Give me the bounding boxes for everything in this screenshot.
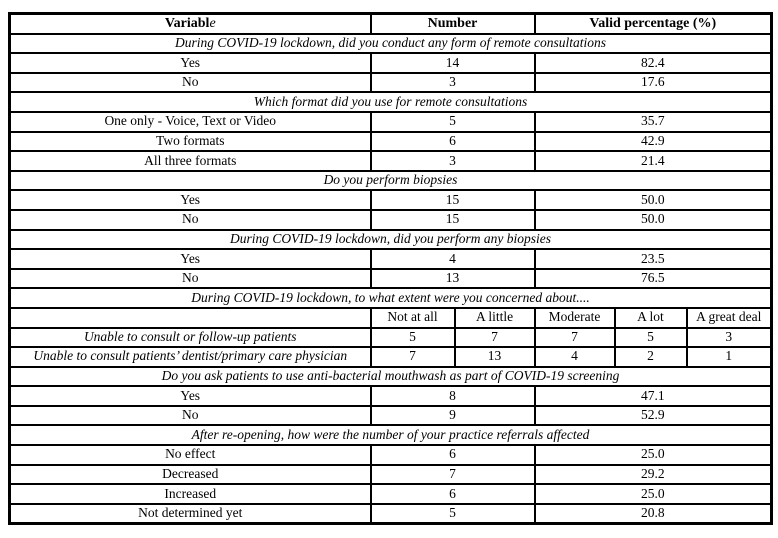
- data-row: [10, 445, 772, 465]
- number-cell: 14: [371, 53, 535, 73]
- variable-cell: No: [10, 73, 371, 93]
- table-body: [10, 34, 772, 524]
- likert-empty-header-cell: [10, 308, 371, 328]
- section-title-row: [10, 425, 772, 445]
- number-cell: 8: [371, 386, 535, 406]
- section-title-cell: During COVID-19 lockdown, did you perform any biopsies: [10, 230, 772, 250]
- variable-cell: Two formats: [10, 132, 371, 152]
- number-cell: 15: [371, 190, 535, 210]
- likert-data-row: [10, 328, 772, 348]
- likert-scale-header-cell: A great deal: [687, 308, 772, 328]
- likert-value-cell: 7: [535, 328, 615, 348]
- likert-value-cell: 13: [455, 347, 535, 367]
- header-row: [10, 14, 772, 34]
- likert-scale-header-cell: Not at all: [371, 308, 455, 328]
- number-cell: 3: [371, 151, 535, 171]
- likert-value-cell: 4: [535, 347, 615, 367]
- percent-cell: 35.7: [535, 112, 772, 132]
- percent-cell: 29.2: [535, 465, 772, 485]
- column-header-valid-percentage: Valid percentage (%): [535, 14, 772, 34]
- section-title-cell: Do you perform biopsies: [10, 171, 772, 191]
- results-table-container: [8, 12, 773, 525]
- percent-cell: 25.0: [535, 484, 772, 504]
- likert-value-cell: 2: [615, 347, 687, 367]
- percent-cell: 20.8: [535, 504, 772, 524]
- number-cell: 4: [371, 249, 535, 269]
- percent-cell: 17.6: [535, 73, 772, 93]
- likert-value-cell: 7: [455, 328, 535, 348]
- likert-value-cell: 7: [371, 347, 455, 367]
- likert-row-label-cell: Unable to consult or follow-up patients: [10, 328, 371, 348]
- section-title-row: [10, 230, 772, 250]
- variable-cell: Decreased: [10, 465, 371, 485]
- number-cell: 6: [371, 132, 535, 152]
- data-row: [10, 53, 772, 73]
- variable-cell: No effect: [10, 445, 371, 465]
- section-title-cell: During COVID-19 lockdown, to what extent were you concerned about....: [10, 288, 772, 308]
- variable-cell: Not determined yet: [10, 504, 371, 524]
- likert-data-row: [10, 347, 772, 367]
- variable-cell: No: [10, 406, 371, 426]
- percent-cell: 47.1: [535, 386, 772, 406]
- variable-cell: Yes: [10, 190, 371, 210]
- data-row: [10, 73, 772, 93]
- data-row: [10, 210, 772, 230]
- likert-value-cell: 3: [687, 328, 772, 348]
- variable-cell: Yes: [10, 53, 371, 73]
- data-row: [10, 406, 772, 426]
- percent-cell: 50.0: [535, 190, 772, 210]
- column-header-variable: [10, 14, 371, 34]
- number-cell: 3: [371, 73, 535, 93]
- section-title-row: [10, 92, 772, 112]
- variable-cell: No: [10, 210, 371, 230]
- percent-cell: 42.9: [535, 132, 772, 152]
- variable-header-text: Variabl: [164, 16, 210, 32]
- likert-scale-header-cell: A little: [455, 308, 535, 328]
- data-row: [10, 504, 772, 524]
- variable-cell: No: [10, 269, 371, 289]
- number-cell: 5: [371, 504, 535, 524]
- section-title-row: [10, 288, 772, 308]
- data-row: [10, 112, 772, 132]
- survey-results-table: [8, 12, 773, 525]
- number-cell: 15: [371, 210, 535, 230]
- number-cell: 5: [371, 112, 535, 132]
- percent-cell: 76.5: [535, 269, 772, 289]
- number-cell: 6: [371, 484, 535, 504]
- likert-value-cell: 1: [687, 347, 772, 367]
- percent-cell: 23.5: [535, 249, 772, 269]
- variable-cell: Yes: [10, 249, 371, 269]
- section-title-cell: Do you ask patients to use anti-bacterial mouthwash as part of COVID-19 screening: [10, 367, 772, 387]
- likert-row-label-cell: Unable to consult patients’ dentist/primary care physician: [10, 347, 371, 367]
- number-cell: 7: [371, 465, 535, 485]
- likert-value-cell: 5: [371, 328, 455, 348]
- variable-cell: All three formats: [10, 151, 371, 171]
- section-title-row: [10, 171, 772, 191]
- likert-scale-header-row: [10, 308, 772, 328]
- column-header-number: Number: [371, 14, 535, 34]
- variable-cell: Increased: [10, 484, 371, 504]
- section-title-row: [10, 34, 772, 54]
- variable-header-italic-e: e: [209, 16, 216, 32]
- data-row: [10, 269, 772, 289]
- number-cell: 6: [371, 445, 535, 465]
- data-row: [10, 484, 772, 504]
- section-title-row: [10, 367, 772, 387]
- percent-cell: 50.0: [535, 210, 772, 230]
- percent-cell: 82.4: [535, 53, 772, 73]
- likert-value-cell: 5: [615, 328, 687, 348]
- data-row: [10, 249, 772, 269]
- number-cell: 9: [371, 406, 535, 426]
- section-title-cell: During COVID-19 lockdown, did you conduct any form of remote consultations: [10, 34, 772, 54]
- percent-cell: 52.9: [535, 406, 772, 426]
- number-cell: 13: [371, 269, 535, 289]
- percent-cell: 25.0: [535, 445, 772, 465]
- data-row: [10, 386, 772, 406]
- section-title-cell: After re-opening, how were the number of your practice referrals affected: [10, 425, 772, 445]
- likert-scale-header-cell: A lot: [615, 308, 687, 328]
- data-row: [10, 465, 772, 485]
- data-row: [10, 132, 772, 152]
- variable-cell: Yes: [10, 386, 371, 406]
- data-row: [10, 151, 772, 171]
- data-row: [10, 190, 772, 210]
- section-title-cell: Which format did you use for remote consultations: [10, 92, 772, 112]
- variable-cell: One only - Voice, Text or Video: [10, 112, 371, 132]
- percent-cell: 21.4: [535, 151, 772, 171]
- likert-scale-header-cell: Moderate: [535, 308, 615, 328]
